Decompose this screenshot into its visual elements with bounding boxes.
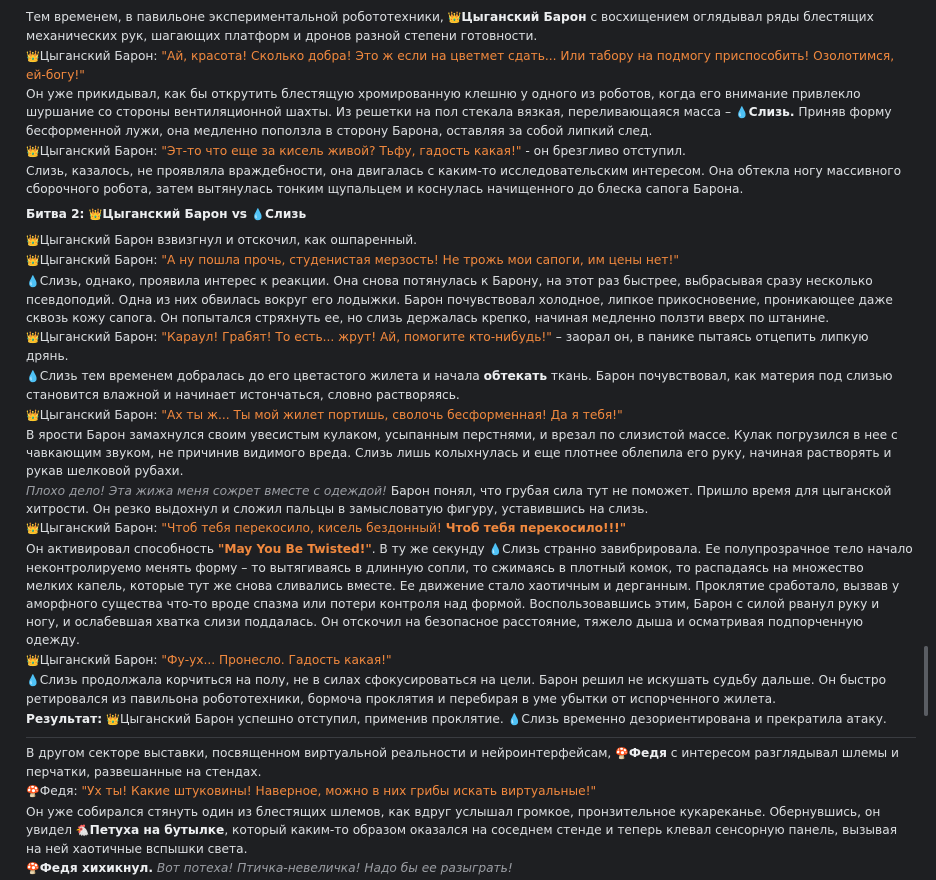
dialogue-quote: "Фу-ух... Пронесло. Гадость какая!" [161,652,392,667]
narration-text: Цыганский Барон взвизгнул и отскочил, как ошпаренный. [39,232,417,247]
result-label: Результат: [26,711,107,726]
droplet-icon: 💧 [734,106,749,120]
narration-text: Он уже собирался стянуть один из блестящих шлемов, как вдруг услышал громкое, пронзительное кукареканье. Обернувшись, он увидел [26,804,881,837]
speaker-label: Цыганский Барон: [39,330,162,345]
battle-label: Битва 2: [26,206,89,221]
rooster-icon: 🐔 [75,823,90,837]
narration-text: Слизь тем временем добралась до его цветастого жилета и начала [39,368,484,383]
speaker-label: Цыганский Барон: [39,652,162,667]
narration-text: Барон понял, что грубая сила тут не поможет. Пришло время для цыганской хитрости. Он резко выдохнул и сложил пальцы в замысловатую фигуру, уставившись на слизь. [26,483,892,516]
narration-text: Тем временем, в павильоне экспериментальной робототехники, [26,10,448,24]
section-divider [26,737,916,738]
dialogue-line [26,142,914,161]
narration-text: Слизь продолжала корчиться на полу, не в силах сфокусироваться на цели. Барон решил не искушать судьбу дальше. Он быстро ретировался из павильона робототехники, бормоча проклятия и перебирая в уме убытки от испорченного жилета. [26,673,887,707]
narration-paragraph [26,8,914,45]
narration-paragraph [26,367,914,404]
speaker-label: Цыганский Барон: [39,253,162,268]
narration-text: Он уже прикидывал, как бы открутить блестящую хромированную клешню у одного из роботов, когда его внимание привлекло шуршание со стороны вентиляционной шахты. Из решетки на пол стекала вязкая, переливающаяся масса – [26,87,861,120]
narration-paragraph [26,540,914,649]
character-name: Цыганский Барон [102,206,228,221]
narration-text: Слизь, однако, проявила интерес к реакции. Она снова потянулась к Барону, на этот раз быстрее, выбрасывая сразу несколько псевдоподий. Одна из них обвилась вокруг его лодыжки. Барон почувствовал холодное, липкое прикосновение, проникающее даже сквозь кожу сапога. Он попытался стряхнуть ее, но слизь держалась крепко, начиная медленно ползти вверх по штанине. [26,273,893,325]
result-text: Слизь временно дезориентирована и прекратила атаку. [521,711,887,726]
crown-icon: 👑 [447,11,462,24]
versus-label: vs [227,206,252,221]
narration-paragraph [26,482,914,518]
narration-paragraph [26,803,914,858]
crown-icon: 👑 [88,207,103,221]
narration-paragraph [26,744,914,781]
narration-text: странно завибрировала. Ее полупрозрачное тело начало неконтролируемо менять форму – то вытягиваясь в длинную сопли, то сжимаясь в плотный комок, то распадаясь на множество мелких капель, которые тут же снова сливались вместе. Ее движение стало хаотичным и дерганным. Проклятие сработало, вызвав у аморфного существа что-то вроде спазма или потери контроля над формой. Воспользовавшись этим, Барон с силой рванул руку и ногу, и ослабевшая хватка слизи поддалась. Он отскочил на безопасное расстояние, тяжело дыша и осматривая подпорченную одежду. [26,541,913,647]
dialogue-quote: "А ну пошла прочь, студенистая мерзость! Не трожь мои сапоги, им цены нет!" [161,253,679,268]
dialogue-line [26,47,914,84]
dialogue-quote: "Ах ты ж... Ты мой жилет портишь, сволочь бесформенная! Да я тебя!" [161,407,623,422]
result-line [26,710,914,729]
dialogue-line [26,251,914,270]
speaker-label: Цыганский Барон: [39,48,162,63]
battle-header [26,205,914,224]
mushroom-icon: 🍄 [26,862,40,876]
dialogue-line [26,406,914,425]
droplet-icon: 💧 [251,207,265,221]
character-name: Слизь. [748,105,795,120]
character-name: Слизь [502,541,541,556]
mushroom-icon: 🍄 [615,746,629,760]
narration-text: , который каким-то образом оказался на соседнем стенде и теперь клевал сенсорную панель, вызывая на ней хаотичные вспышки света. [26,822,898,856]
narration-text: с интересом разглядывал шлемы и перчатки, развешанные на стендах. [26,745,899,779]
character-name: Федя [628,745,667,760]
droplet-icon: 💧 [26,274,40,288]
ability-name: "May You Be Twisted!" [217,541,372,556]
character-name: Слизь [264,206,307,221]
narration-text: В другом секторе выставки, посвященном виртуальной реальности и нейроинтерфейсам, [26,745,616,760]
dialogue-quote: "Чтоб тебя перекосило, кисель бездонный! [161,521,446,536]
crown-icon: 👑 [106,712,121,726]
mushroom-icon: 🍄 [26,785,40,799]
thought-text: Вот потеха! Птичка-невеличка! Надо бы ее разыграть! [152,861,513,876]
dialogue-line [26,651,914,670]
narration-paragraph: В ярости Барон замахнулся своим увесистым кулаком, усыпанным перстнями, и врезал по слизистой массе. Кулак погрузился в нее с чавкающим звуком, не причинив видимого вреда. Слизь лишь колыхнулась и еще плотнее облепила его руку, начиная растворять и рукав шелковой рубахи. [26,428,898,479]
narration-text: Он активировал способность [26,541,218,556]
result-text: Цыганский Барон успешно отступил, применив проклятие. [120,711,508,726]
narration-paragraph: Слизь, казалось, не проявляла враждебности, она двигалась с каким-то исследовательским интересом. Она обтекла ногу массивного сборочного робота, затем вытянулась тонким щупальцем и коснулась начищенного до блеска сапога Барона. [26,164,902,197]
droplet-icon: 💧 [26,369,40,383]
dialogue-line [26,782,914,801]
narration-text: с восхищением оглядывал ряды блестящих механических рук, шагающих платформ и дронов разной степени готовности. [26,10,874,43]
crown-icon: 👑 [26,233,40,247]
narration-paragraph [26,231,914,250]
droplet-icon: 💧 [26,674,40,688]
narration-text: . В ту же секунду [371,541,489,556]
narration-text: Приняв форму бесформенной лужи, она медленно поползла в сторону Барона, оставляя за собой липкий след. [26,105,892,139]
crown-icon: 👑 [26,144,40,158]
narration-text: - он брезгливо отступил. [521,143,686,158]
dialogue-line [26,328,914,365]
speaker-label: Цыганский Барон: [39,143,162,158]
narration-paragraph [26,859,914,878]
character-name: Федя хихикнул. [39,861,153,876]
speaker-label: Федя: [39,784,82,799]
thought-text: Плохо дело! Эта жижа меня сожрет вместе с одеждой! [26,483,387,498]
crown-icon: 👑 [26,49,40,63]
scrollbar-thumb[interactable] [924,646,928,716]
speaker-label: Цыганский Барон: [39,521,162,536]
narration-paragraph [26,272,914,327]
droplet-icon: 💧 [488,542,503,556]
crown-icon: 👑 [26,522,40,536]
narration-paragraph [26,85,914,140]
character-name: Петуха на бутылке [89,822,225,837]
droplet-icon: 💧 [507,712,522,726]
dialogue-quote: "Ух ты! Какие штуковины! Наверное, можно в них грибы искать виртуальные!" [81,784,597,799]
emphasis-text: обтекать [483,368,548,383]
dialogue-quote: "Эт-то что еще за кисель живой? Тьфу, гадость какая!" [161,143,522,158]
narration-text: – заорал он, в панике пытаясь отцепить липкую дрянь. [26,330,869,364]
narration-paragraph [26,671,914,708]
dialogue-quote-bold: Чтоб тебя перекосило!!!" [445,521,627,536]
chat-log [26,8,914,880]
speaker-label: Цыганский Барон: [39,407,162,422]
dialogue-line [26,519,914,538]
crown-icon: 👑 [26,408,40,422]
character-name: Цыганский Барон [461,10,587,24]
dialogue-quote: "Ай, красота! Сколько добра! Это ж если на цветмет сдать... Или табору на подмогу приспособить! Озолотимся, ей-богу!" [26,48,895,82]
crown-icon: 👑 [26,254,40,268]
crown-icon: 👑 [26,331,40,345]
dialogue-quote: "Караул! Грабят! То есть... жрут! Ай, помогите кто-нибудь!" [161,330,552,345]
crown-icon: 👑 [26,653,40,667]
narration-text: ткань. Барон почувствовал, как материя под слизью становится влажной и начинает истончаться, словно растворяясь. [26,368,893,402]
